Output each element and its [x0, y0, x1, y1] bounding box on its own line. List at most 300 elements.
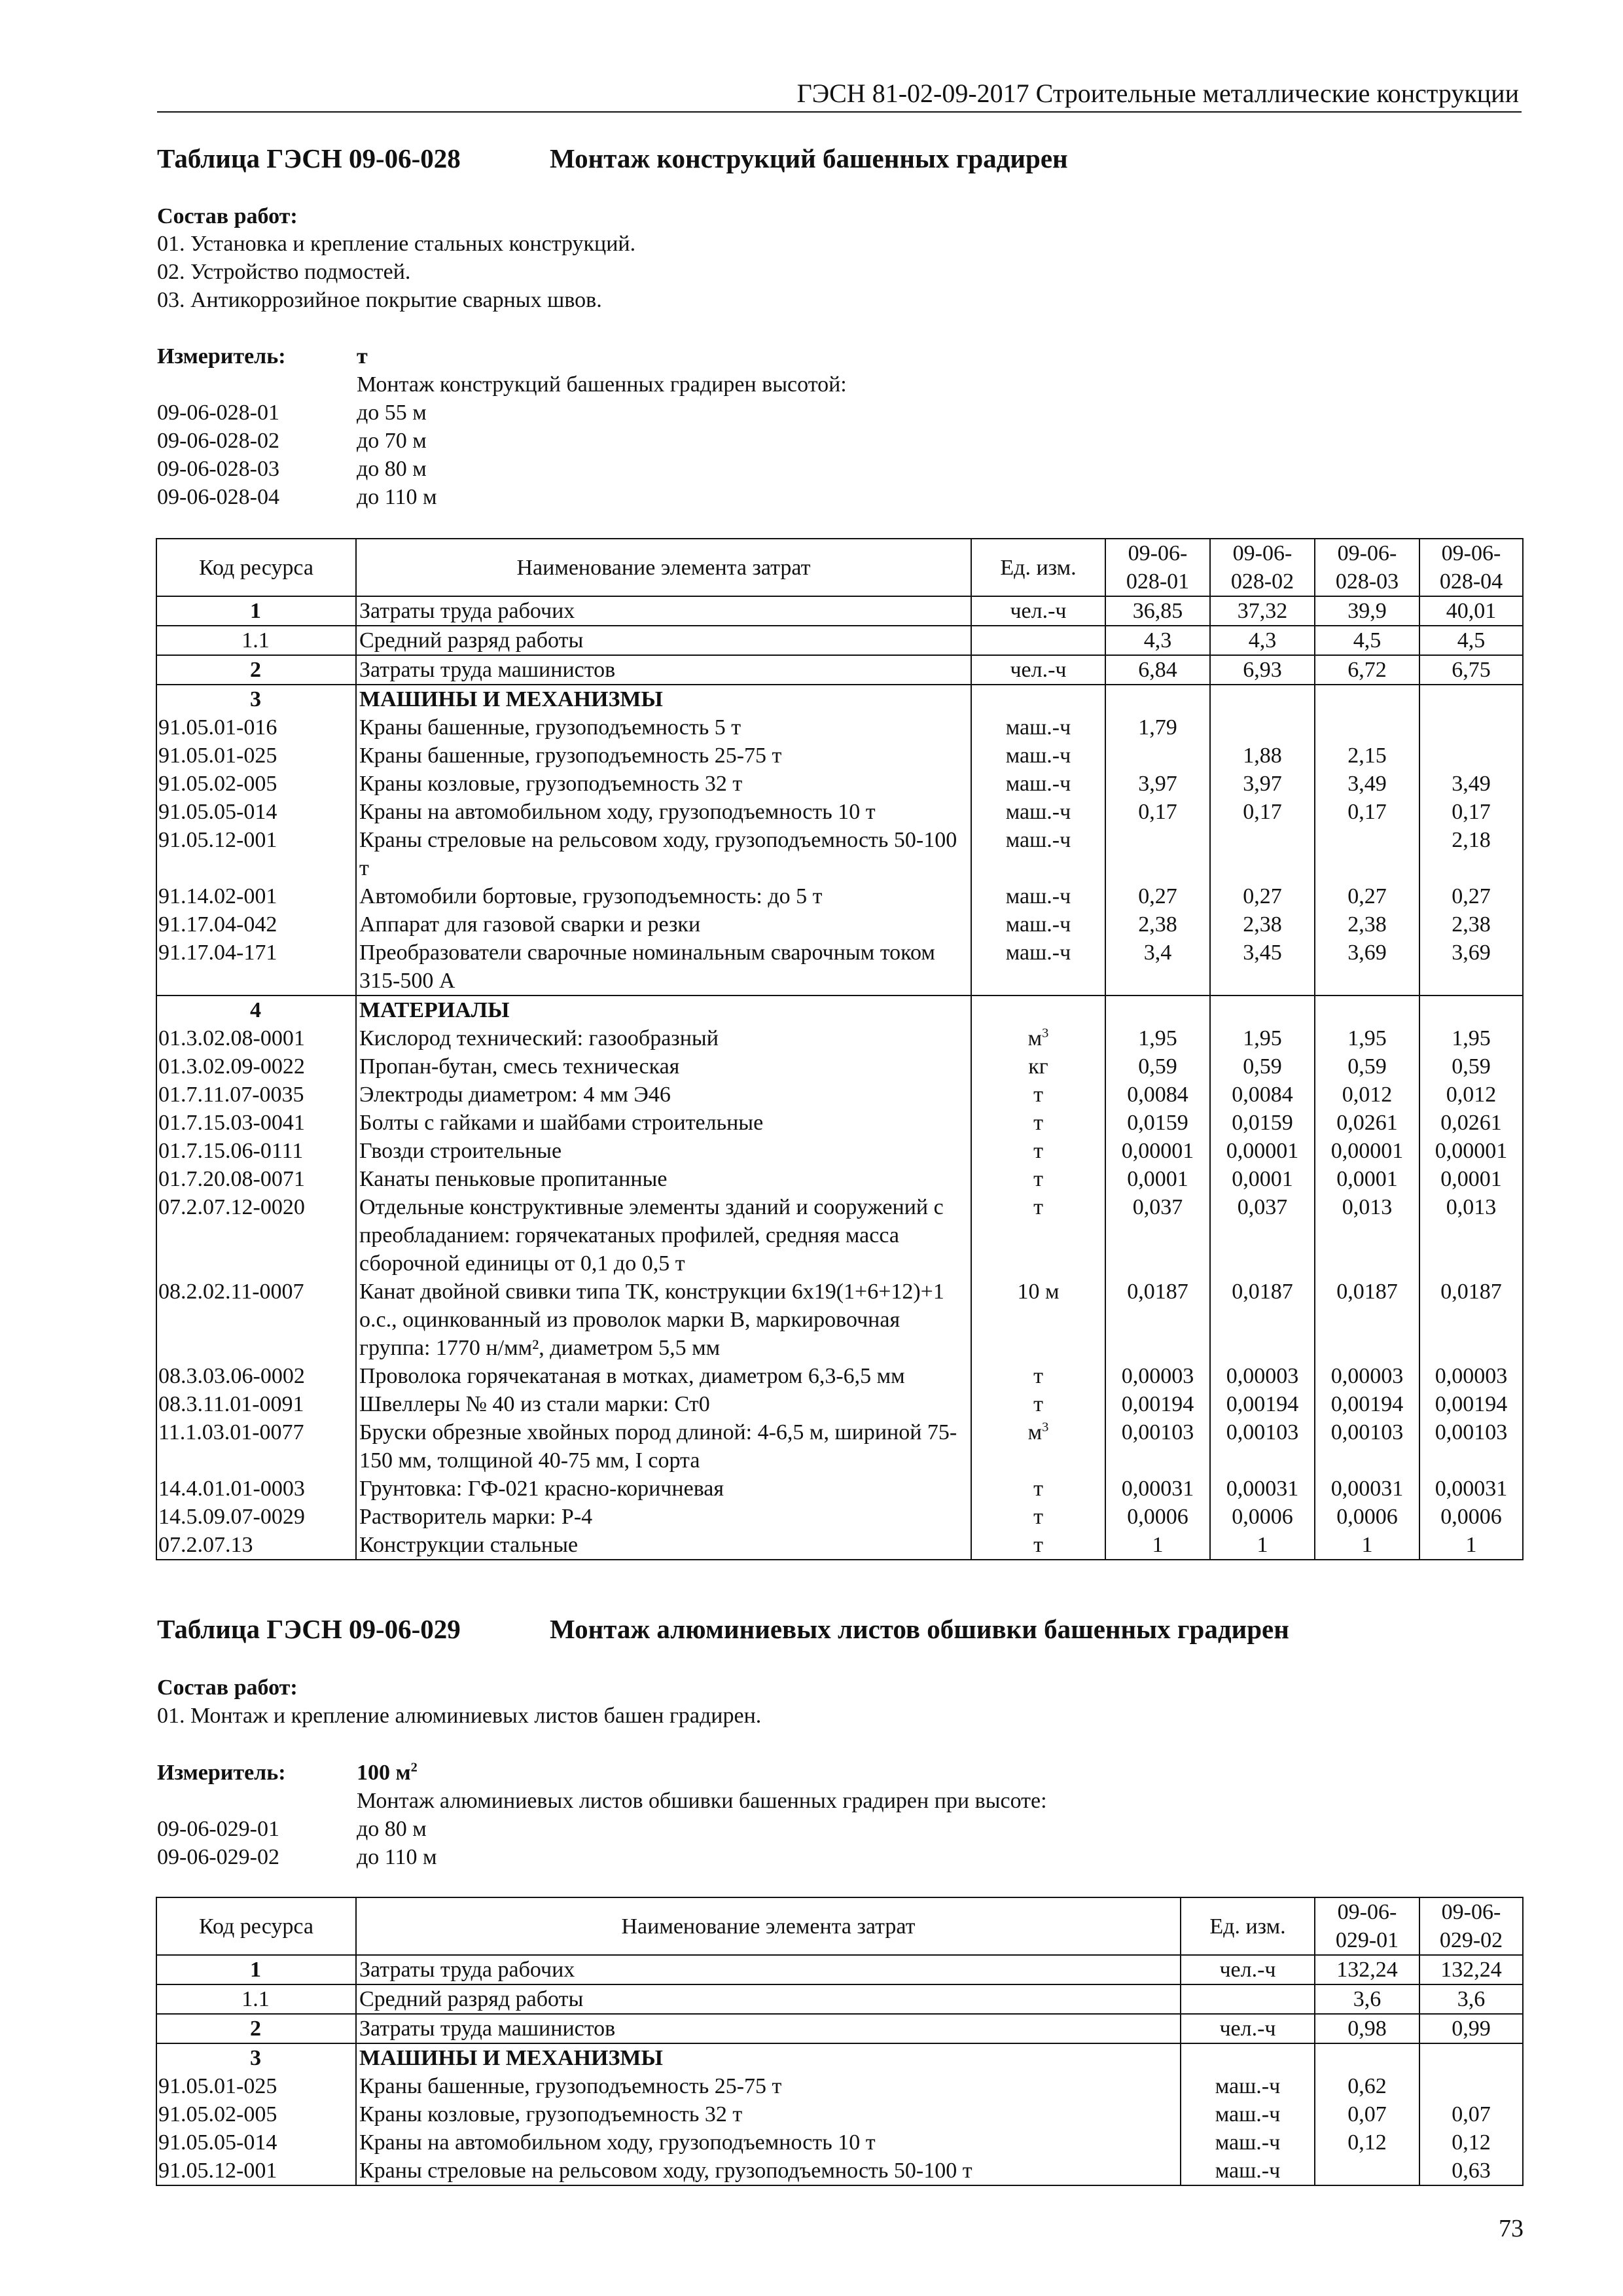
- resource-value: 0,17: [1315, 798, 1419, 826]
- resource-value: 3,45: [1210, 939, 1315, 996]
- resource-code: 01.7.15.03-0041: [156, 1109, 356, 1137]
- table-row: [156, 1278, 1523, 1362]
- resource-name: МАТЕРИАЛЫ: [356, 996, 971, 1024]
- resource-value: 0,00003: [1419, 1362, 1523, 1390]
- table-title-id: Таблица ГЭСН 09-06-028: [157, 143, 461, 173]
- resource-value: 2,38: [1419, 910, 1523, 939]
- table-title-id: Таблица ГЭСН 09-06-029: [157, 1614, 461, 1644]
- resource-value: [1419, 2072, 1523, 2100]
- resource-code: 1: [156, 596, 356, 626]
- resource-code: 07.2.07.12-0020: [156, 1193, 356, 1278]
- resource-unit: чел.-ч: [1181, 2014, 1315, 2043]
- resource-value: 4,3: [1210, 626, 1315, 655]
- resource-code: 01.3.02.09-0022: [156, 1052, 356, 1081]
- resource-value: 2,38: [1210, 910, 1315, 939]
- resource-code: 91.05.12-001: [156, 826, 356, 882]
- resource-value: 1,95: [1210, 1024, 1315, 1052]
- table-row: [156, 2043, 1523, 2072]
- resource-code: 01.7.11.07-0035: [156, 1081, 356, 1109]
- resource-value: 40,01: [1419, 596, 1523, 626]
- resource-table-028: [156, 538, 1524, 1560]
- table-row: [156, 1109, 1523, 1137]
- resource-value: 0,00001: [1105, 1137, 1210, 1165]
- resource-value: 3,97: [1105, 770, 1210, 798]
- resource-value: 0,012: [1419, 1081, 1523, 1109]
- resource-name: Канаты пеньковые пропитанные: [356, 1165, 971, 1193]
- resource-value: 0,00001: [1315, 1137, 1419, 1165]
- resource-value: 0,00031: [1210, 1475, 1315, 1503]
- resource-value: 0,0187: [1315, 1278, 1419, 1362]
- resource-value: [1315, 2157, 1419, 2185]
- resource-value: 0,27: [1210, 882, 1315, 910]
- col-header-variant: 09-06- 028-03: [1315, 539, 1419, 596]
- resource-value: [1210, 826, 1315, 882]
- resource-unit: маш.-ч: [1181, 2157, 1315, 2185]
- resource-name: Отдельные конструктивные элементы зданий и сооружений с преобладанием: горячекатаных профилей, средняя масса сборочной единицы от 0,1 до 0,5 т: [356, 1193, 971, 1278]
- running-header: [157, 73, 1522, 113]
- table-row: [156, 1165, 1523, 1193]
- resource-value: [1419, 685, 1523, 713]
- resource-unit: т: [971, 1390, 1105, 1418]
- variant-text: до 110 м: [357, 485, 437, 509]
- resource-code: 2: [156, 655, 356, 685]
- table-row: [156, 1081, 1523, 1109]
- meter-label: Измеритель:: [157, 344, 286, 368]
- resource-value: 0,0084: [1105, 1081, 1210, 1109]
- resource-value: 0,0187: [1419, 1278, 1523, 1362]
- resource-name: Конструкции стальные: [356, 1531, 971, 1560]
- variant-text: до 70 м: [357, 429, 427, 453]
- resource-value: 0,0001: [1105, 1165, 1210, 1193]
- resource-code: 1: [156, 1955, 356, 1984]
- resource-value: 1,88: [1210, 742, 1315, 770]
- col-header-code: Код ресурса: [156, 1897, 356, 1955]
- resource-value: 39,9: [1315, 596, 1419, 626]
- resource-value: 1: [1419, 1531, 1523, 1560]
- table-row: [156, 770, 1523, 798]
- resource-value: 0,0006: [1315, 1503, 1419, 1531]
- resource-value: 3,6: [1419, 1984, 1523, 2014]
- resource-unit: т: [971, 1362, 1105, 1390]
- resource-value: 0,0159: [1105, 1109, 1210, 1137]
- col-header-code: Код ресурса: [156, 539, 356, 596]
- resource-code: 91.05.12-001: [156, 2157, 356, 2185]
- resource-name: Краны башенные, грузоподъемность 25-75 т: [356, 742, 971, 770]
- table-row: [156, 826, 1523, 882]
- table-row: [156, 655, 1523, 685]
- resource-value: 0,00194: [1315, 1390, 1419, 1418]
- resource-value: [1419, 996, 1523, 1024]
- col-header-unit: Ед. изм.: [1181, 1897, 1315, 1955]
- resource-name: Электроды диаметром: 4 мм Э46: [356, 1081, 971, 1109]
- variant-code: 09-06-028-03: [157, 457, 279, 481]
- table-row: [156, 1475, 1523, 1503]
- resource-name: Затраты труда машинистов: [356, 655, 971, 685]
- resource-value: 3,97: [1210, 770, 1315, 798]
- resource-value: [1419, 713, 1523, 742]
- variant-text: до 110 м: [357, 1845, 437, 1869]
- resource-value: 0,00194: [1419, 1390, 1523, 1418]
- work-item: 01. Установка и крепление стальных конструкций.: [157, 232, 636, 256]
- resource-value: [1419, 2043, 1523, 2072]
- resource-name: Пропан-бутан, смесь техническая: [356, 1052, 971, 1081]
- col-header-variant: 09-06- 028-02: [1210, 539, 1315, 596]
- resource-value: 0,62: [1315, 2072, 1419, 2100]
- meter-label: Измеритель:: [157, 1761, 286, 1785]
- resource-value: 0,0159: [1210, 1109, 1315, 1137]
- resource-unit: т: [971, 1531, 1105, 1560]
- table-body: [156, 1955, 1523, 2185]
- table-row: [156, 685, 1523, 713]
- work-item: 01. Монтаж и крепление алюминиевых листов башен градирен.: [157, 1704, 762, 1728]
- resource-name: Краны на автомобильном ходу, грузоподъемность 10 т: [356, 798, 971, 826]
- resource-unit: маш.-ч: [971, 713, 1105, 742]
- resource-code: 91.17.04-042: [156, 910, 356, 939]
- resource-name: Средний разряд работы: [356, 1984, 1181, 2014]
- resource-code: 91.05.05-014: [156, 798, 356, 826]
- resource-value: 1,95: [1315, 1024, 1419, 1052]
- resource-value: 3,69: [1419, 939, 1523, 996]
- resource-unit: маш.-ч: [1181, 2128, 1315, 2157]
- resource-unit: [971, 626, 1105, 655]
- resource-code: 01.3.02.08-0001: [156, 1024, 356, 1052]
- resource-value: [1105, 996, 1210, 1024]
- resource-name: Аппарат для газовой сварки и резки: [356, 910, 971, 939]
- col-header-variant: 09-06- 028-04: [1419, 539, 1523, 596]
- resource-unit: маш.-ч: [971, 910, 1105, 939]
- resource-value: [1315, 996, 1419, 1024]
- variant-text: до 80 м: [357, 457, 427, 481]
- resource-value: 0,27: [1105, 882, 1210, 910]
- meter-description: Монтаж конструкций башенных градирен высотой:: [357, 372, 847, 397]
- table-row: [156, 1137, 1523, 1165]
- resource-value: [1419, 742, 1523, 770]
- resource-value: 6,84: [1105, 655, 1210, 685]
- resource-value: 0,12: [1315, 2128, 1419, 2157]
- variant-text: до 80 м: [357, 1817, 427, 1841]
- resource-value: 0,59: [1315, 1052, 1419, 1081]
- table-title: Монтаж конструкций башенных градирен: [550, 143, 1068, 173]
- variant-code: 09-06-028-02: [157, 429, 279, 453]
- resource-value: 1,95: [1419, 1024, 1523, 1052]
- resource-value: 0,013: [1419, 1193, 1523, 1278]
- resource-name: Проволока горячекатаная в мотках, диаметром 6,3-6,5 мм: [356, 1362, 971, 1390]
- work-item: 02. Устройство подмостей.: [157, 260, 411, 284]
- table-row: [156, 996, 1523, 1024]
- resource-name: Растворитель марки: Р-4: [356, 1503, 971, 1531]
- resource-code: 01.7.20.08-0071: [156, 1165, 356, 1193]
- resource-value: 0,0006: [1105, 1503, 1210, 1531]
- resource-code: 91.17.04-171: [156, 939, 356, 996]
- resource-value: 0,59: [1419, 1052, 1523, 1081]
- resource-value: 0,00003: [1210, 1362, 1315, 1390]
- resource-value: 4,3: [1105, 626, 1210, 655]
- work-composition-label: Состав работ:: [157, 204, 298, 228]
- table-row: [156, 2157, 1523, 2185]
- resource-value: [1105, 826, 1210, 882]
- resource-unit: маш.-ч: [1181, 2100, 1315, 2128]
- resource-name: Краны стреловые на рельсовом ходу, грузоподъемность 50-100 т: [356, 826, 971, 882]
- table-body: [156, 596, 1523, 1560]
- resource-name: Краны башенные, грузоподъемность 5 т: [356, 713, 971, 742]
- resource-unit: маш.-ч: [971, 798, 1105, 826]
- resource-value: 0,63: [1419, 2157, 1523, 2185]
- resource-value: 3,4: [1105, 939, 1210, 996]
- resource-name: МАШИНЫ И МЕХАНИЗМЫ: [356, 685, 971, 713]
- resource-value: 0,12: [1419, 2128, 1523, 2157]
- page-number: 73: [1499, 2215, 1524, 2242]
- resource-code: 14.4.01.01-0003: [156, 1475, 356, 1503]
- resource-value: [1210, 996, 1315, 1024]
- resource-value: 0,00103: [1210, 1418, 1315, 1475]
- resource-code: 1.1: [156, 626, 356, 655]
- resource-code: 07.2.07.13: [156, 1531, 356, 1560]
- resource-value: 2,15: [1315, 742, 1419, 770]
- resource-value: [1315, 713, 1419, 742]
- work-item: 03. Антикоррозийное покрытие сварных швов.: [157, 288, 602, 312]
- resource-value: 1: [1105, 1531, 1210, 1560]
- resource-name: Гвозди строительные: [356, 1137, 971, 1165]
- resource-unit: маш.-ч: [971, 882, 1105, 910]
- resource-value: [1210, 713, 1315, 742]
- variant-code: 09-06-029-01: [157, 1817, 279, 1841]
- resource-unit: чел.-ч: [971, 596, 1105, 626]
- resource-code: 3: [156, 685, 356, 713]
- resource-value: 0,0001: [1315, 1165, 1419, 1193]
- table-row: [156, 742, 1523, 770]
- resource-name: Швеллеры № 40 из стали марки: Ст0: [356, 1390, 971, 1418]
- table-row: [156, 1193, 1523, 1278]
- resource-name: Краны башенные, грузоподъемность 25-75 т: [356, 2072, 1181, 2100]
- resource-name: Краны козловые, грузоподъемность 32 т: [356, 770, 971, 798]
- resource-name: Затраты труда машинистов: [356, 2014, 1181, 2043]
- resource-code: 11.1.03.01-0077: [156, 1418, 356, 1475]
- resource-value: 3,69: [1315, 939, 1419, 996]
- resource-code: 08.2.02.11-0007: [156, 1278, 356, 1362]
- resource-value: 0,27: [1419, 882, 1523, 910]
- resource-table-029: [156, 1897, 1524, 2186]
- resource-value: 6,75: [1419, 655, 1523, 685]
- resource-unit: маш.-ч: [971, 742, 1105, 770]
- resource-value: 0,00001: [1419, 1137, 1523, 1165]
- col-header-variant: 09-06- 028-01: [1105, 539, 1210, 596]
- resource-value: 36,85: [1105, 596, 1210, 626]
- variant-code: 09-06-029-02: [157, 1845, 279, 1869]
- resource-unit: чел.-ч: [1181, 1955, 1315, 1984]
- resource-unit: маш.-ч: [1181, 2072, 1315, 2100]
- resource-value: 0,17: [1210, 798, 1315, 826]
- resource-value: 0,0261: [1419, 1109, 1523, 1137]
- resource-code: 1.1: [156, 1984, 356, 2014]
- resource-unit: т: [971, 1193, 1105, 1278]
- resource-value: 0,27: [1315, 882, 1419, 910]
- resource-value: 0,00103: [1105, 1418, 1210, 1475]
- resource-value: 1: [1210, 1531, 1315, 1560]
- resource-value: 0,012: [1315, 1081, 1419, 1109]
- resource-code: 3: [156, 2043, 356, 2072]
- resource-value: [1315, 826, 1419, 882]
- variant-text: до 55 м: [357, 401, 427, 425]
- table-row: [156, 910, 1523, 939]
- resource-value: 3,49: [1315, 770, 1419, 798]
- resource-unit: т: [971, 1475, 1105, 1503]
- resource-value: [1315, 685, 1419, 713]
- resource-value: 0,59: [1105, 1052, 1210, 1081]
- resource-value: 1,95: [1105, 1024, 1210, 1052]
- table-row: [156, 1390, 1523, 1418]
- resource-value: 0,17: [1419, 798, 1523, 826]
- table-row: [156, 626, 1523, 655]
- table-row: [156, 882, 1523, 910]
- resource-value: 0,0261: [1315, 1109, 1419, 1137]
- table-row: [156, 1024, 1523, 1052]
- resource-value: 0,00003: [1315, 1362, 1419, 1390]
- resource-value: 0,00031: [1419, 1475, 1523, 1503]
- resource-name: Краны козловые, грузоподъемность 32 т: [356, 2100, 1181, 2128]
- resource-value: 0,0001: [1419, 1165, 1523, 1193]
- col-header-name: Наименование элемента затрат: [356, 539, 971, 596]
- resource-value: 6,93: [1210, 655, 1315, 685]
- resource-unit: т: [971, 1081, 1105, 1109]
- table-row: [156, 713, 1523, 742]
- resource-name: МАШИНЫ И МЕХАНИЗМЫ: [356, 2043, 1181, 2072]
- resource-value: 132,24: [1315, 1955, 1419, 1984]
- resource-value: 37,32: [1210, 596, 1315, 626]
- resource-name: Затраты труда рабочих: [356, 596, 971, 626]
- resource-unit: $м^3$: [971, 1024, 1105, 1052]
- table-row: [156, 1052, 1523, 1081]
- table-row: [156, 1531, 1523, 1560]
- resource-unit: кг: [971, 1052, 1105, 1081]
- resource-code: 91.05.02-005: [156, 770, 356, 798]
- resource-name: Бруски обрезные хвойных пород длиной: 4-6,5 м, шириной 75-150 мм, толщиной 40-75 мм, I сорта: [356, 1418, 971, 1475]
- work-composition-label: Состав работ:: [157, 1676, 298, 1700]
- resource-value: 2,18: [1419, 826, 1523, 882]
- variant-code: 09-06-028-01: [157, 401, 279, 425]
- col-header-variant: 09-06- 029-02: [1419, 1897, 1523, 1955]
- resource-code: 91.05.01-025: [156, 2072, 356, 2100]
- resource-value: 0,0006: [1210, 1503, 1315, 1531]
- running-title: ГЭСН 81-02-09-2017 Строительные металлические конструкции: [796, 79, 1519, 108]
- resource-code: 91.05.01-016: [156, 713, 356, 742]
- col-header-variant: 09-06- 029-01: [1315, 1897, 1419, 1955]
- resource-unit: т: [971, 1165, 1105, 1193]
- resource-code: 91.05.02-005: [156, 2100, 356, 2128]
- resource-value: 2,38: [1315, 910, 1419, 939]
- resource-value: 0,00103: [1315, 1418, 1419, 1475]
- resource-code: 91.14.02-001: [156, 882, 356, 910]
- resource-value: 0,037: [1210, 1193, 1315, 1278]
- resource-name: Болты с гайками и шайбами строительные: [356, 1109, 971, 1137]
- resource-value: [1210, 685, 1315, 713]
- resource-code: 91.05.01-025: [156, 742, 356, 770]
- meter-description: Монтаж алюминиевых листов обшивки башенных градирен при высоте:: [357, 1789, 1047, 1813]
- resource-value: 132,24: [1419, 1955, 1523, 1984]
- resource-code: 2: [156, 2014, 356, 2043]
- resource-name: Преобразователи сварочные номинальным сварочным током 315-500 А: [356, 939, 971, 996]
- resource-unit: [1181, 1984, 1315, 2014]
- resource-unit: $м^3$: [971, 1418, 1105, 1475]
- resource-value: 0,013: [1315, 1193, 1419, 1278]
- table-title: Монтаж алюминиевых листов обшивки башенных градирен: [550, 1614, 1289, 1644]
- resource-name: Краны на автомобильном ходу, грузоподъемность 10 т: [356, 2128, 1181, 2157]
- resource-code: 14.5.09.07-0029: [156, 1503, 356, 1531]
- resource-code: 08.3.03.06-0002: [156, 1362, 356, 1390]
- table-row: [156, 1503, 1523, 1531]
- resource-unit: т: [971, 1109, 1105, 1137]
- col-header-name: Наименование элемента затрат: [356, 1897, 1181, 1955]
- resource-value: 4,5: [1419, 626, 1523, 655]
- resource-value: 0,07: [1315, 2100, 1419, 2128]
- resource-code: 08.3.11.01-0091: [156, 1390, 356, 1418]
- resource-unit: маш.-ч: [971, 826, 1105, 882]
- resource-value: 0,0001: [1210, 1165, 1315, 1193]
- resource-name: Средний разряд работы: [356, 626, 971, 655]
- resource-unit: 10 м: [971, 1278, 1105, 1362]
- resource-value: 0,00001: [1210, 1137, 1315, 1165]
- resource-value: 1,79: [1105, 713, 1210, 742]
- resource-value: 3,6: [1315, 1984, 1419, 2014]
- resource-name: Грунтовка: ГФ-021 красно-коричневая: [356, 1475, 971, 1503]
- resource-unit: [1181, 2043, 1315, 2072]
- resource-value: 3,49: [1419, 770, 1523, 798]
- resource-unit: т: [971, 1137, 1105, 1165]
- table-row: [156, 1418, 1523, 1475]
- resource-value: 0,00103: [1419, 1418, 1523, 1475]
- table-row: [156, 798, 1523, 826]
- resource-value: 0,0006: [1419, 1503, 1523, 1531]
- resource-value: 2,38: [1105, 910, 1210, 939]
- resource-value: 0,98: [1315, 2014, 1419, 2043]
- table-row: [156, 2100, 1523, 2128]
- meter-unit: т: [357, 344, 368, 368]
- resource-code: 91.05.05-014: [156, 2128, 356, 2157]
- resource-value: 0,00003: [1105, 1362, 1210, 1390]
- variant-code: 09-06-028-04: [157, 485, 279, 509]
- resource-name: Краны стреловые на рельсовом ходу, грузоподъемность 50-100 т: [356, 2157, 1181, 2185]
- resource-value: 0,00031: [1315, 1475, 1419, 1503]
- resource-value: 0,0187: [1105, 1278, 1210, 1362]
- col-header-unit: Ед. изм.: [971, 539, 1105, 596]
- resource-name: Кислород технический: газообразный: [356, 1024, 971, 1052]
- resource-unit: маш.-ч: [971, 770, 1105, 798]
- resource-name: Канат двойной свивки типа ТК, конструкции 6х19(1+6+12)+1 о.с., оцинкованный из проволок марки В, маркировочная группа: 1770 н/мм², диаметром 5,5 мм: [356, 1278, 971, 1362]
- resource-unit: [971, 685, 1105, 713]
- resource-unit: чел.-ч: [971, 655, 1105, 685]
- table-row: [156, 596, 1523, 626]
- resource-value: 4,5: [1315, 626, 1419, 655]
- resource-value: [1105, 685, 1210, 713]
- resource-value: [1315, 2043, 1419, 2072]
- table-row: [156, 1955, 1523, 1984]
- resource-value: 0,037: [1105, 1193, 1210, 1278]
- resource-value: [1105, 742, 1210, 770]
- resource-value: 0,00031: [1105, 1475, 1210, 1503]
- table-row: [156, 2128, 1523, 2157]
- resource-value: 0,00194: [1210, 1390, 1315, 1418]
- table-row: [156, 939, 1523, 996]
- resource-value: 0,59: [1210, 1052, 1315, 1081]
- table-row: [156, 2014, 1523, 2043]
- resource-name: Затраты труда рабочих: [356, 1955, 1181, 1984]
- resource-unit: [971, 996, 1105, 1024]
- resource-value: 0,00194: [1105, 1390, 1210, 1418]
- table-row: [156, 1984, 1523, 2014]
- meter-unit: 100 $м^2$: [357, 1760, 418, 1785]
- resource-value: 1: [1315, 1531, 1419, 1560]
- resource-value: 0,99: [1419, 2014, 1523, 2043]
- table-row: [156, 1362, 1523, 1390]
